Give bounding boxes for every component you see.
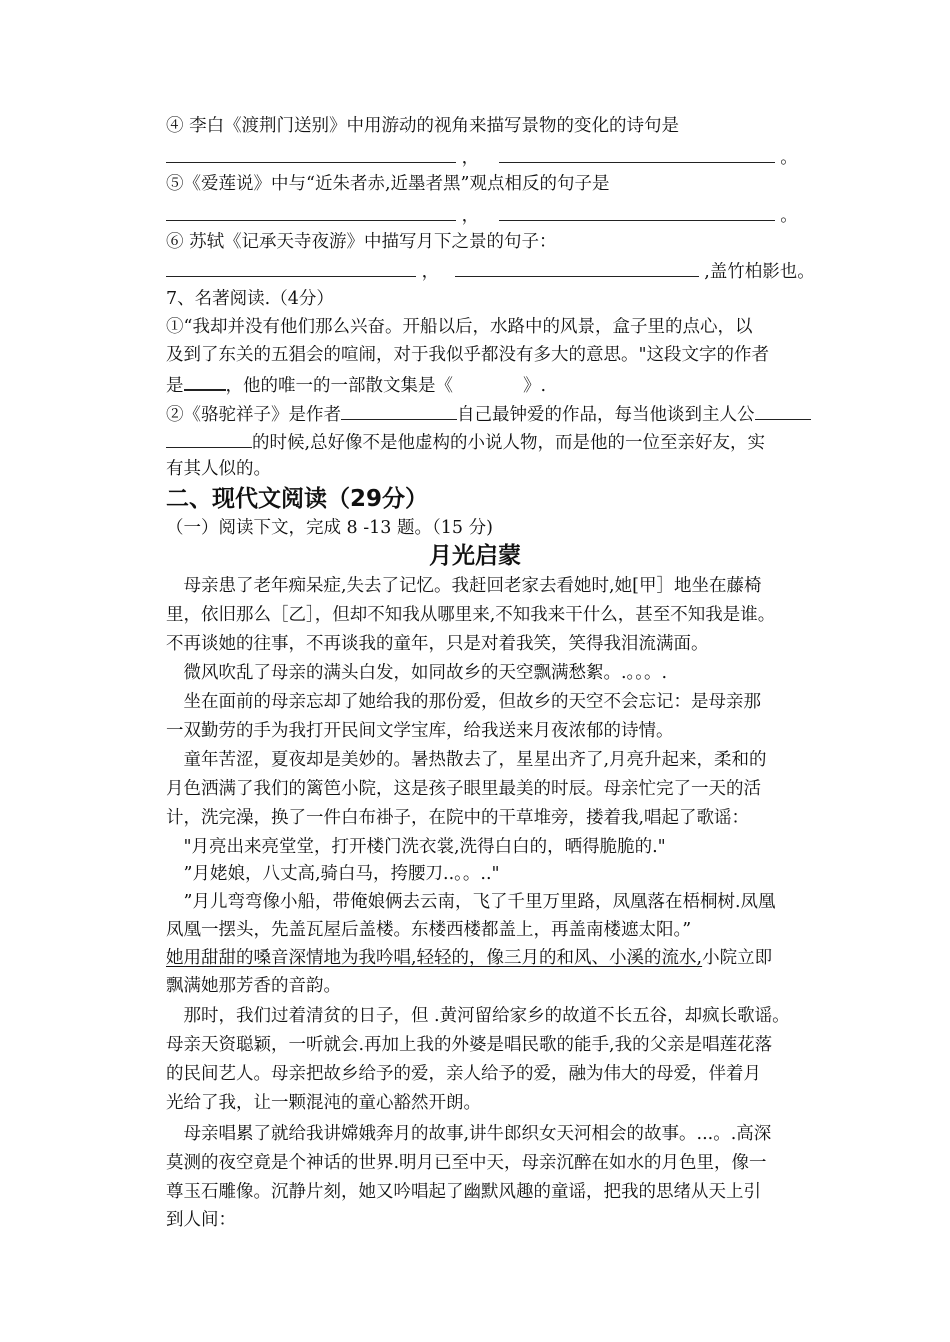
article-line: ”月姥娘，八丈高,骑白马，挎腰刀..。。.." [166, 864, 500, 884]
article-line: 微风吹乱了母亲的满头白发，如同故乡的天空飘满愁絮。.。。。. [166, 663, 668, 683]
article-line: ”月儿弯弯像小船，带俺娘俩去云南，飞了千里万里路，凤凰落在梧桐树.凤凰 [166, 892, 776, 912]
q7-item2-line3: 有其人似的。 [166, 459, 271, 479]
q7-item2-hero-blank-2[interactable] [166, 427, 252, 448]
q7-item1-line1: ①“我却并没有他们那么兴奋。开船以后，水路中的风景，盒子里的点心，以 [166, 317, 753, 337]
underlined-sentence: 她用甜甜的嗓音深情地为我吟唱,轻轻的，像三月的和风、小溪的流水, [166, 948, 703, 968]
q7-item1-line2: 及到了东关的五猖会的喧闹，对于我似乎都没有多大的意思。"这段文字的作者 [166, 345, 770, 365]
article-line: 飘满她那芳香的音韵。 [166, 976, 341, 996]
q5-prompt: ⑤《爱莲说》中与“近朱者赤,近墨者黑”观点相反的句子是 [166, 174, 610, 194]
article-line: 那时，我们过着清贫的日子，但 .黄河留给家乡的故道不长五谷，却疯长歌谣。 [166, 1006, 790, 1026]
article-underlined-line [166, 944, 846, 972]
q4-answer-line [166, 142, 846, 172]
article-line: 童年苦涩，夏夜却是美妙的。暑热散去了，星星出齐了,月亮升起来，柔和的 [166, 750, 767, 770]
q7-item2-author-blank[interactable] [341, 399, 457, 420]
q5-comma: ， [461, 206, 480, 226]
q5-end: 。 [780, 206, 798, 226]
q5-answer-line [166, 200, 846, 230]
article-line: 的民间艺人。母亲把故乡给予的爱，亲人给予的爱，融为伟大的母爱，伴着月 [166, 1064, 761, 1084]
section2-title: 二、现代文阅读（29分） [166, 486, 429, 512]
article-line: 坐在面前的母亲忘却了她给我的那份爱，但故乡的天空不会忘记：是母亲那 [166, 692, 761, 712]
article-title: 月光启蒙 [429, 543, 521, 569]
q4-comma: ， [461, 148, 480, 168]
article-line: 月色洒满了我们的篱笆小院，这是孩子眼里最美的时辰。母亲忙完了一天的活 [166, 779, 761, 799]
section2-subtitle: （一）阅读下文，完成 8 -13 题。（15 分) [166, 518, 493, 538]
article-line: 一双勤劳的手为我打开民间文学宝库，给我送来月夜浓郁的诗情。 [166, 721, 674, 741]
q5-blank-1[interactable] [166, 200, 456, 221]
q6-blank-1[interactable] [166, 256, 416, 277]
q6-prompt: ⑥ 苏轼《记承天寺夜游》中描写月下之景的句子： [166, 232, 557, 252]
article-line: 莫测的夜空竟是个神话的世界.明月已至中天，母亲沉醉在如水的月色里，像一 [166, 1153, 767, 1173]
q7-item1-text-b: ，他的唯一的一部散文集是《 [225, 376, 453, 396]
after-underline-text: 小院立即 [702, 948, 773, 968]
q7-item2-text-c: 的时候,总好像不是他虚构的小说人物，而是他的一位至亲好友，实 [252, 433, 766, 453]
q6-tail: ,盖竹柏影也。 [704, 262, 815, 282]
q7-item2-hero-blank-1[interactable] [755, 399, 811, 420]
q6-blank-2[interactable] [455, 256, 699, 277]
article-line: 母亲唱累了就给我讲嫦娥奔月的故事,讲牛郎织女天河相会的故事。...。.高深 [166, 1124, 772, 1144]
article-line: 尊玉石雕像。沉静片刻，她又吟唱起了幽默风趣的童谣，把我的思绪从天上引 [166, 1182, 761, 1202]
article-line: 不再谈她的往事，不再谈我的童年，只是对着我笑，笑得我泪流满面。 [166, 634, 709, 654]
article-line: 母亲天资聪颖，一听就会.再加上我的外婆是唱民歌的能手,我的父亲是唱莲花落 [166, 1035, 773, 1055]
q4-blank-2[interactable] [499, 142, 775, 163]
q6-comma: ， [421, 262, 440, 282]
article-line: 计，洗完澡，换了一件白布褂子，在院中的干草堆旁，搂着我,唱起了歌谣： [166, 808, 750, 828]
q7-item1-text-a: 是 [166, 376, 184, 396]
q7-item2-line2 [166, 427, 846, 457]
article-line: 里，依旧那么［乙］，但却不知我从哪里来,不知我来干什么，甚至不知我是谁。 [166, 605, 776, 625]
article-line: 凤凰一摆头，先盖瓦屋后盖楼。东楼西楼都盖上，再盖南楼遮太阳。” [166, 920, 692, 940]
q6-answer-line [166, 256, 846, 286]
q7-item2-text-a: ②《骆驼祥子》是作者 [166, 405, 341, 425]
q4-blank-1[interactable] [166, 142, 456, 163]
q4-prompt: ④ 李白《渡荆门送别》中用游动的视角来描写景物的变化的诗句是 [166, 116, 680, 136]
article-line: 母亲患了老年痴呆症,失去了记忆。我赶回老家去看她时,她[甲］地坐在藤椅 [166, 576, 762, 596]
q7-item2-text-b: 自己最钟爱的作品，每当他谈到主人公 [457, 405, 755, 425]
q5-blank-2[interactable] [499, 200, 775, 221]
article-line: 到人间： [166, 1210, 236, 1230]
q7-item1-text-c: 》. [523, 376, 547, 396]
q7-item1-author-blank[interactable] [184, 369, 226, 391]
q7-title: 7、名著阅读.（4分） [166, 289, 334, 309]
q7-item2-line1 [166, 399, 846, 429]
article-line: "月亮出来亮堂堂，打开楼门洗衣裳,洗得白白的，晒得脆脆的." [166, 837, 666, 857]
q4-end: 。 [780, 148, 798, 168]
article-line: 光给了我，让一颗混沌的童心豁然开朗。 [166, 1093, 481, 1113]
q7-item1-line3 [166, 369, 846, 400]
